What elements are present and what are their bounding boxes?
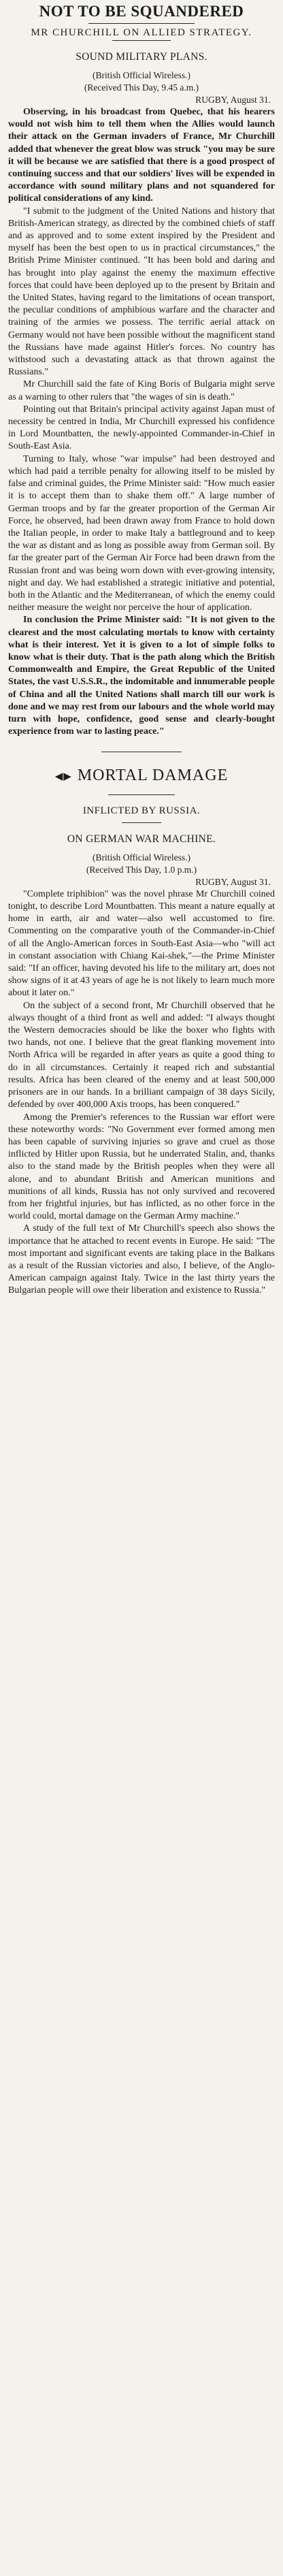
- paragraph: Pointing out that Britain's principal activity against Japan must of necessity be centred in India, Mr Churchill expressed his confidence in Lord Mountbatten, the newly-appointed Commander-in-Chief in South-East Asia.: [8, 404, 275, 452]
- paragraph: On the subject of a second front, Mr Churchill observed that he always thought of a third front as well and added: "I always thought the Western democracies should be like the boxer who fights with two hands, not one. I believe that the great flanking movement into North Africa will be regarded in after years as quite a good thing to do in all circumstances. Certainly it reaped rich and substantial results. Africa has been cleared of the enemy and at least 500,000 prisoners are in our hands. In a brilliant campaign of 38 days Sicily, defended by over 400,000 Axis troops, has been conquered.": [8, 1000, 275, 1110]
- headline-text: MORTAL DAMAGE: [77, 767, 229, 785]
- paragraph: In conclusion the Prime Minister said: "It is not given to the clearest and the most calculating mortals to know with certainty what is their interest. Yet it is given to a lot of simple folks to know what is their duty. That is the path along which the British Commonwealth and Empire, the Great Republic of the United States, the vast U.S.S.R., the indomitable and innumerable people of China and all the United Nations shall march till our work is done and we may rest from our labours and the whole world may turn with hope, confidence, good sense and clearly-bought experience from war to lasting peace.": [8, 615, 275, 737]
- paragraph: Mr Churchill said the fate of King Boris of Bulgaria might serve as a warning to other rulers that "the wages of sin is death.": [8, 379, 275, 402]
- section-heading: ON GERMAN WAR MACHINE.: [67, 833, 216, 845]
- dateline: RUGBY, August 31.: [195, 95, 271, 105]
- divider: [122, 822, 162, 823]
- source-line: (British Official Wireless.): [92, 70, 191, 80]
- headline: [8, 766, 275, 786]
- divider: [108, 794, 175, 795]
- subheadline: MR CHURCHILL ON ALLIED STRATEGY.: [31, 27, 252, 38]
- section-heading: SOUND MILITARY PLANS.: [76, 51, 207, 63]
- article-mortal-damage: [8, 766, 275, 1297]
- article-not-to-be-squandered: [8, 3, 275, 738]
- spacer: [8, 738, 275, 752]
- section-marker-icon: ◀▶: [54, 771, 72, 782]
- paragraph: Observing, in his broadcast from Quebec, that his hearers would not wish him to tell them when the Allies would launch their attack on the German invaders of France, Mr Churchill added that whenever the great blow was struck "you may be sure it will be because we are satisfied that there is a good prospect of continuing success and that our soldiers' lives will be expended in accordance with sound military plans and not squandered for political considerations of any kind.: [8, 107, 275, 204]
- source-line: (British Official Wireless.): [92, 852, 191, 863]
- dateline: RUGBY, August 31.: [195, 876, 271, 887]
- subheadline: INFLICTED BY RUSSIA.: [82, 805, 201, 816]
- spacer: [8, 752, 275, 766]
- article-body: [8, 888, 275, 1298]
- headline: NOT TO BE SQUANDERED: [39, 3, 244, 20]
- received-line: (Received This Day, 1.0 p.m.): [86, 864, 197, 875]
- paragraph: "Complete triphibion" was the novel phrase Mr Churchill coined tonight, to describe Lord Mountbatten. This meant a nature equally at home in earth, air and water—also well accustomed to fire. Commenting on the comparative youth of the Commander-in-Chief of all the Anglo-American forces in South-East Asia—who "will act in constant association with Chiang Kai-shek,"—the Prime Minister said: "If an officer, having devoted his life to the military art, does not show signs of it at 43 years of age he is not likely to learn much more about it later on.": [8, 888, 275, 999]
- paragraph: Among the Premier's references to the Russian war effort were these noteworthy words: "No Government ever formed among men has been capable of surviving injuries so grave and cruel as those inflicted by Hitler upon Russia, but he underrated Stalin, and, thanks also to the stand made by the British peoples when they were all alone, and to abundant British and American munitions and munitions of all kinds, Russia has not only survived and recovered from her frightful injuries, but has inflicted, as no other force in the world could, mortal damage on the German Army machine.": [8, 1112, 275, 1222]
- divider: [88, 23, 195, 24]
- divider: [112, 40, 171, 41]
- paragraph: Turning to Italy, whose "war impulse" had been destroyed and which had paid a terrible penalty for allowing itself to be misled by false and criminal guides, the Prime Minister said: "How much easier it is to accept them than to shake them off." A large number of German troops and by far the greater proportion of the German Air Force, he observed, had been drawn away from France to hold down the Italian people, in order to make Italy a battleground and to keep the war as distant and as long as possible away from German soil. By far the greater part of the German Air Force had been drawn from the Russian front and was being worn down with ever-growing intensity, night and day. We had established a strategic initiative and potential, both in the Atlantic and the Mediterranean, of which the enemy could neither measure the weight nor perceive the hour of application.: [8, 453, 275, 613]
- article-body: [8, 106, 275, 738]
- received-line: (Received This Day, 9.45 a.m.): [84, 82, 199, 93]
- paragraph: A study of the full text of Mr Churchill's speech also shows the importance that he attached to recent events in Europe. He said: "The most important and significant events are taking place in the Balkans as a result of the Russian victories and also, I believe, of the Anglo-American campaign against Italy. Twice in the last thirty years the Bulgarian people will owe their liberation and existence to Russia.": [8, 1223, 275, 1296]
- paragraph: "I submit to the judgment of the United Nations and history that British-American strategy, as directed by the combined chiefs of staff and as approved and to some extent inspired by the President and myself has been the best open to us in practical circumstances," the British Prime Minister continued. "It has been bold and daring and has brought into play against the enemy the maximum effective forces that could have been deployed up to the present by Britain and the United States, having regard to the limitations of ocean transport, the peculiar conditions of amphibious warfare and the character and training of the armies we possess. The terrific aerial attack on Germany would not have been possible without the magnificent stand the Russians have made against Hitler's forces. No country has withstood such a devastating attack as that thrown against the Russians.": [8, 206, 275, 378]
